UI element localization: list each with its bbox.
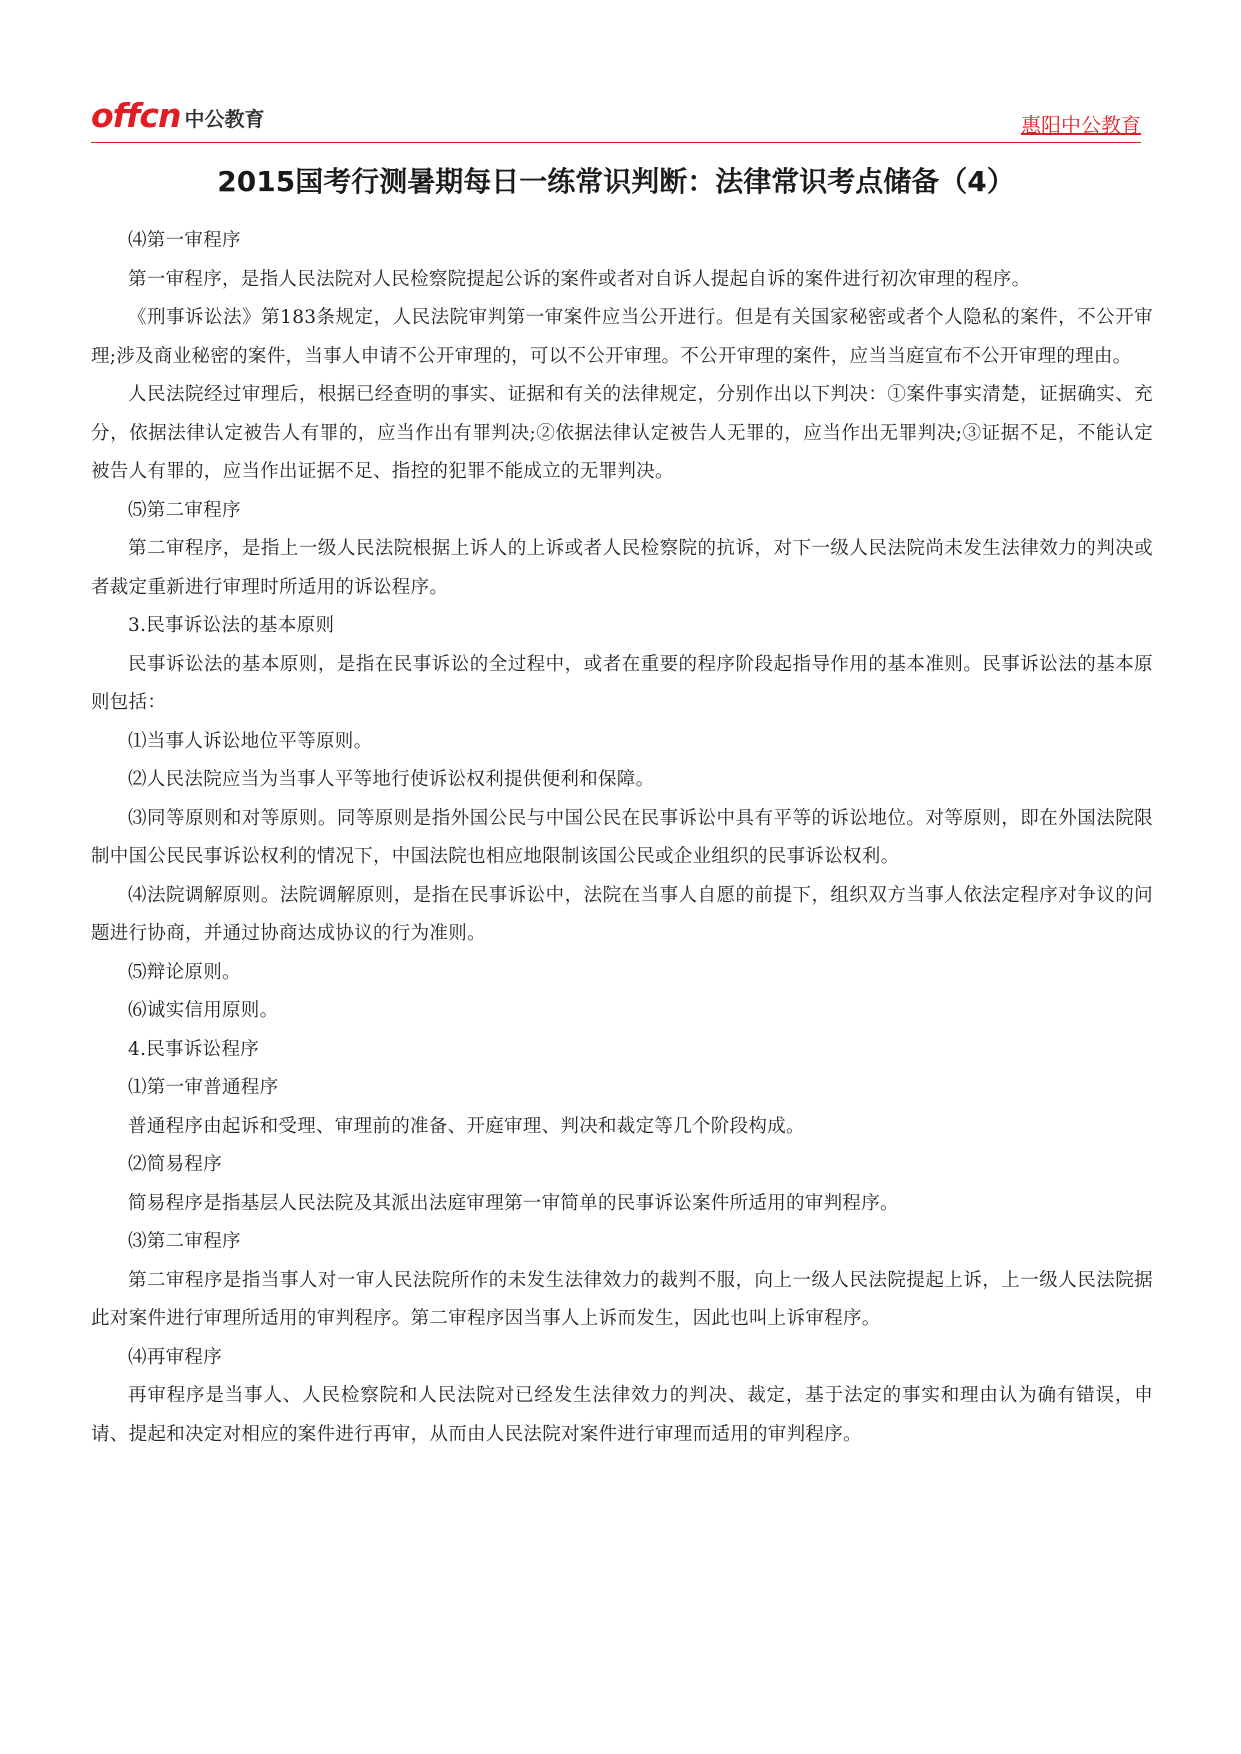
paragraph: ⑷再审程序 bbox=[128, 1346, 223, 1368]
logo-mark: offcn bbox=[91, 96, 181, 135]
paragraph: 第二审程序是指当事人对一审人民法院所作的未发生法律效力的裁判不服，向上一级人民法院提起上诉，上一级人民法院据此对案件进行审理所适用的审判程序。第二审程序因当事人上诉而发生，因此也叫上诉审程序。 bbox=[91, 1269, 1153, 1329]
paragraph: ⑹诚实信用原则。 bbox=[128, 1000, 279, 1021]
paragraph: ⑷法院调解原则。法院调解原则，是指在民事诉讼中，法院在当事人自愿的前提下，组织双方当事人依法定程序对争议的问题进行协商，并通过协商达成协议的行为准则。 bbox=[91, 884, 1153, 944]
document-title: 2015国考行测暑期每日一练常识判断：法律常识考点储备（4） bbox=[217, 165, 1015, 198]
paragraph: 再审程序是当事人、人民检察院和人民法院对已经发生法律效力的判决、裁定，基于法定的事实和理由认为确有错误，申请、提起和决定对相应的案件进行再审，从而由人民法院对案件进行审理而适用的审判程序。 bbox=[91, 1385, 1153, 1445]
paragraph: 第一审程序，是指人民法院对人民检察院提起公诉的案件或者对自诉人提起自诉的案件进行初次审理的程序。 bbox=[128, 268, 1031, 290]
document-body bbox=[91, 222, 1153, 1454]
paragraph: 《刑事诉讼法》第183条规定，人民法院审判第一审案件应当公开进行。但是有关国家秘密或者个人隐私的案件，不公开审理;涉及商业秘密的案件，当事人申请不公开审理的，可以不公开审理。不公开审理的案件，应当当庭宣布不公开审理的理由。 bbox=[91, 307, 1153, 367]
paragraph: ⑴第一审普通程序 bbox=[128, 1077, 279, 1098]
header-site-link[interactable]: 惠阳中公教育 bbox=[1021, 113, 1141, 137]
paragraph: ⑶第二审程序 bbox=[128, 1231, 241, 1252]
paragraph: ⑸辩论原则。 bbox=[128, 961, 241, 983]
paragraph: ⑵人民法院应当为当事人平等地行使诉讼权利提供便利和保障。 bbox=[128, 769, 655, 790]
paragraph: 第二审程序，是指上一级人民法院根据上诉人的上诉或者人民检察院的抗诉，对下一级人民法院尚未发生法律效力的判决或者裁定重新进行审理时所适用的诉讼程序。 bbox=[91, 538, 1153, 598]
offcn-logo bbox=[91, 92, 264, 134]
paragraph: 4.民事诉讼程序 bbox=[128, 1038, 260, 1060]
paragraph: 3.民事诉讼法的基本原则 bbox=[128, 615, 335, 636]
paragraph: 民事诉讼法的基本原则，是指在民事诉讼的全过程中，或者在重要的程序阶段起指导作用的基本准则。民事诉讼法的基本原则包括： bbox=[91, 653, 1153, 713]
logo-text: 中公教育 bbox=[184, 107, 265, 131]
paragraph: ⑴当事人诉讼地位平等原则。 bbox=[128, 730, 373, 752]
paragraph: ⑸第二审程序 bbox=[128, 499, 241, 521]
paragraph: 人民法院经过审理后，根据已经查明的事实、证据和有关的法律规定，分别作出以下判决：①案件事实清楚，证据确实、充分，依据法律认定被告人有罪的，应当作出有罪判决;②依据法律认定被告人无罪的，应当作出无罪判决;③证据不足，不能认定被告人有罪的，应当作出证据不足、指控的犯罪不能成立的无罪判决。 bbox=[91, 384, 1153, 482]
paragraph: 普通程序由起诉和受理、审理前的准备、开庭审理、判决和裁定等几个阶段构成。 bbox=[128, 1115, 805, 1137]
page-header bbox=[91, 92, 1141, 143]
paragraph: ⑵简易程序 bbox=[128, 1154, 223, 1175]
paragraph: ⑷第一审程序 bbox=[128, 230, 241, 251]
paragraph: 简易程序是指基层人民法院及其派出法庭审理第一审简单的民事诉讼案件所适用的审判程序。 bbox=[128, 1192, 899, 1214]
paragraph: ⑶同等原则和对等原则。同等原则是指外国公民与中国公民在民事诉讼中具有平等的诉讼地位。对等原则，即在外国法院限制中国公民民事诉讼权利的情况下，中国法院也相应地限制该国公民或企业组织的民事诉讼权利。 bbox=[91, 807, 1153, 867]
